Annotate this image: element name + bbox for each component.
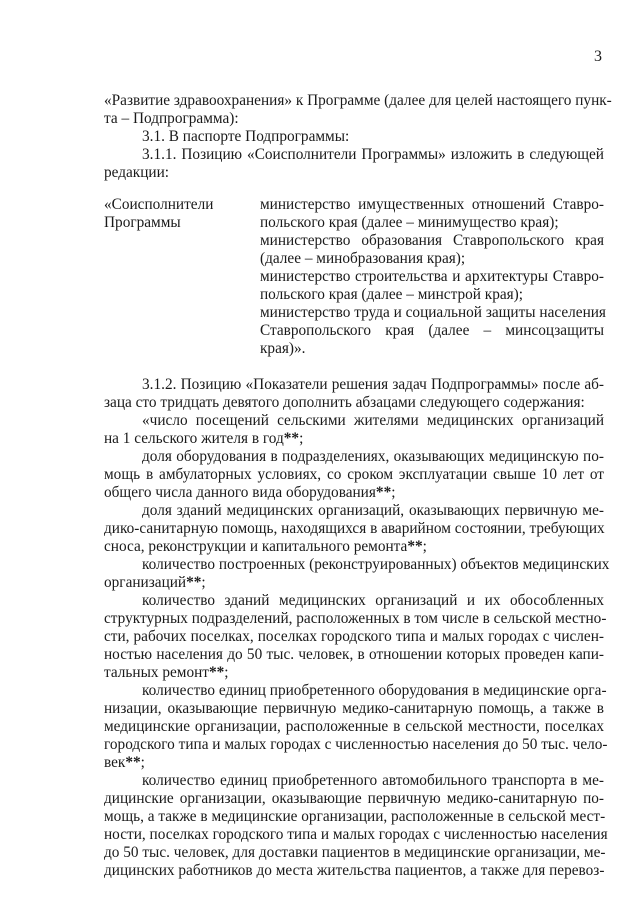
item-3-1: 3.1. В паспорте Подпрограммы: — [142, 128, 350, 145]
table-label: Программы — [104, 214, 181, 231]
paragraph-line: век**; — [104, 754, 145, 771]
paragraph-line: организаций**; — [104, 574, 206, 591]
paragraph-line: сноса, реконструкции и капитального ремонта**; — [104, 538, 427, 555]
paragraph-line: дицинские организации, оказывающие первичную медико-санитарную по- — [104, 790, 604, 807]
paragraph-line: ностью населения до 50 тыс. человек, в отношении которых проведен капи- — [104, 646, 604, 663]
paragraph-line: количество построенных (реконструированных) объектов медицинских — [142, 556, 610, 573]
table-value-line: края)». — [260, 340, 306, 357]
paragraph-line: сти, рабочих поселках, поселках городского типа и малых городах с числен- — [104, 628, 604, 645]
item-3-1-1-line: редакции: — [104, 164, 170, 181]
paragraph-line: общего числа данного вида оборудования**; — [104, 484, 396, 501]
paragraph-line: количество единиц приобретенного автомобильного транспорта в ме- — [142, 772, 604, 789]
item-3-1-1-line: 3.1.1. Позицию «Соисполнители Программы» изложить в следующей — [142, 146, 604, 163]
table-value-line: министерство строительства и архитектуры Ставро- — [260, 268, 604, 285]
table-value-line: польского края (далее – минимущество края); — [260, 214, 559, 231]
page-number: 3 — [594, 48, 602, 65]
table-value-line: Ставропольского края (далее – минсоцзащиты — [260, 322, 604, 339]
paragraph-line: количество зданий медицинских организаций и их обособленных — [142, 592, 604, 609]
paragraph-line: ности, поселках городского типа и малых городах с численностью населения — [104, 826, 608, 843]
paragraph-line: доля зданий медицинских организаций, оказывающих первичную ме- — [142, 502, 604, 519]
item-3-1-2-line: заца сто тридцать девятого дополнить абзацами следующего содержания: — [104, 394, 585, 411]
paragraph-line: доля оборудования в подразделениях, оказывающих медицинскую по- — [142, 448, 604, 465]
paragraph-line: медицинские организации, расположенные в сельской местности, поселках — [104, 718, 604, 735]
paragraph-line: на 1 сельского жителя в год**; — [104, 430, 304, 447]
paragraph-line: тальных ремонт**; — [104, 664, 229, 681]
table-label: «Соисполнители — [104, 196, 214, 213]
paragraph-line: городского типа и малых городах с численностью населения до 50 тыс. чело- — [104, 736, 608, 753]
table-value-line: министерство имущественных отношений Ставро- — [260, 196, 604, 213]
paragraph-line: до 50 тыс. человек, для доставки пациентов в медицинские организации, ме- — [104, 844, 606, 861]
table-value-line: министерство образования Ставропольского края — [260, 232, 604, 249]
table-value-line: (далее – минобразования края); — [260, 250, 466, 267]
paragraph-line: дицинских работников до места жительства пациентов, а также для перевоз- — [104, 862, 605, 879]
intro-line: «Развитие здравоохранения» к Программе (далее для целей настоящего пунк- — [104, 92, 612, 109]
intro-line: та – Подпрограмма): — [104, 110, 239, 127]
paragraph-line: «число посещений сельскими жителями медицинских организаций — [142, 412, 604, 429]
table-value-line: министерство труда и социальной защиты населения — [260, 304, 606, 321]
paragraph-line: количество единиц приобретенного оборудования в медицинские орга- — [142, 682, 607, 699]
paragraph-line: низации, оказывающие первичную медико-санитарную помощь, а также в — [104, 700, 604, 717]
paragraph-line: дико-санитарную помощь, находящихся в аварийном состоянии, требующих — [104, 520, 605, 537]
paragraph-line: мощь, а также в медицинские организации, расположенные в сельской мест- — [104, 808, 606, 825]
item-3-1-2-line: 3.1.2. Позицию «Показатели решения задач Подпрограммы» после аб- — [142, 376, 604, 393]
paragraph-line: структурных подразделений, расположенных в том числе в сельской местно- — [104, 610, 607, 627]
table-value-line: польского края (далее – минстрой края); — [260, 286, 524, 303]
paragraph-line: мощь в амбулаторных условиях, со сроком эксплуатации свыше 10 лет от — [104, 466, 604, 483]
